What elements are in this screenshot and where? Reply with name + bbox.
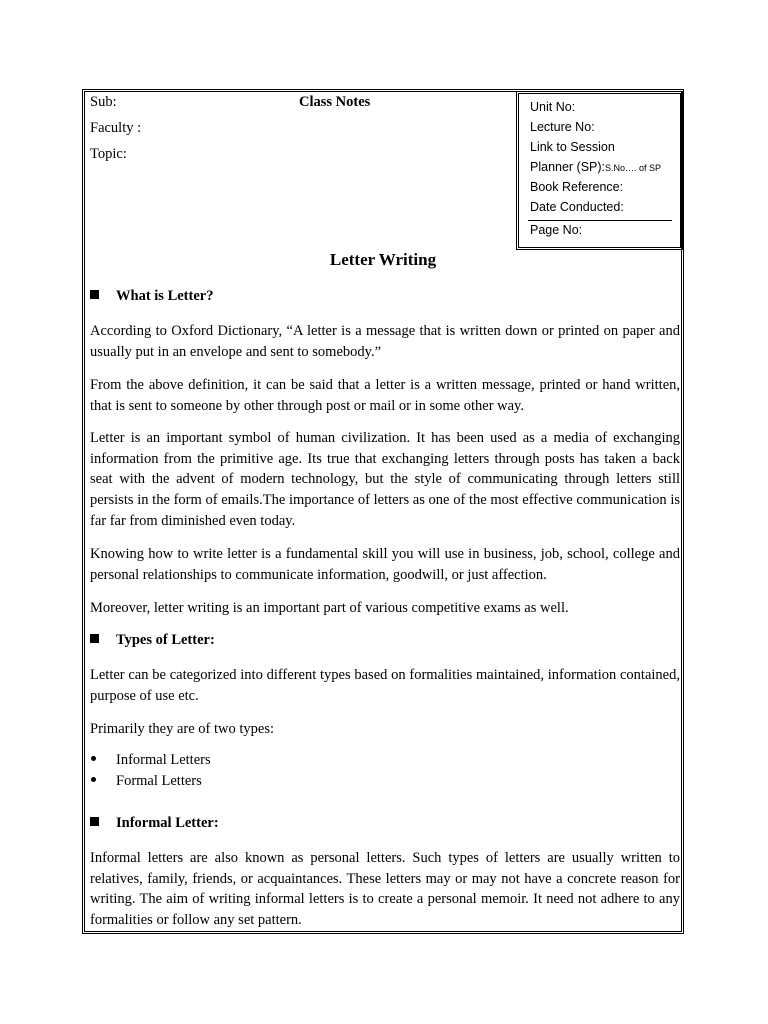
bullet-dot-icon bbox=[91, 756, 96, 761]
faculty-label: Faculty : bbox=[90, 120, 142, 136]
date-conducted-label: Date Conducted: bbox=[530, 200, 624, 214]
planner-sp-row bbox=[530, 160, 661, 174]
paragraph: From the above definition, it can be said that a letter is a written message, printed or hand written, that is sent to someone by other through post or mail or in some other way. bbox=[90, 377, 680, 414]
paragraph: Primarily they are of two types: bbox=[90, 721, 275, 737]
document-title: Letter Writing bbox=[329, 250, 437, 269]
unit-no-label: Unit No: bbox=[530, 100, 576, 114]
paragraph: Letter is an important symbol of human civilization. It has been used as a media of exchanging information from the primitive age. Its true that exchanging letters through posts has taken a back seat with the advent of modern technology, but the style of communicating through letters still persists in the form of emails.The importance of letters as one of the most effective communication is far far from diminished even today. bbox=[90, 430, 680, 529]
square-bullet-icon bbox=[90, 634, 99, 643]
square-bullet-icon bbox=[90, 817, 99, 826]
paragraph: Informal letters are also known as personal letters. Such types of letters are usually written to relatives, family, friends, or acquaintances. These letters may or may not have a concrete reason for writing. The aim of writing informal letters is to create a personal memoir. It need not adhere to any formalities or follow any set pattern. bbox=[90, 850, 680, 929]
section-heading: Types of Letter: bbox=[116, 632, 215, 648]
list-item bbox=[90, 752, 211, 769]
section-heading: What is Letter? bbox=[116, 288, 214, 304]
class-notes-heading: Class Notes bbox=[299, 94, 371, 110]
info-box-divider bbox=[528, 220, 672, 221]
paragraph: Letter can be categorized into different types based on formalities maintained, information contained, purpose of use etc. bbox=[90, 667, 680, 704]
topic-label: Topic: bbox=[90, 146, 127, 162]
paragraph: According to Oxford Dictionary, “A letter is a message that is written down or printed on paper and usually put in an envelope and sent to somebody.” bbox=[90, 323, 680, 360]
section-what-is-letter bbox=[90, 288, 213, 305]
lecture-no-label: Lecture No: bbox=[530, 120, 595, 134]
paragraph: Moreover, letter writing is an important part of various competitive exams as well. bbox=[90, 600, 569, 616]
list-item bbox=[90, 773, 202, 790]
link-to-session-label: Link to Session bbox=[530, 140, 615, 154]
planner-sp-label: Planner (SP): bbox=[530, 160, 606, 174]
list-item-text: Informal Letters bbox=[116, 752, 211, 768]
list-item-text: Formal Letters bbox=[116, 773, 202, 789]
session-info-box bbox=[516, 91, 683, 250]
bullet-dot-icon bbox=[91, 777, 96, 782]
section-types-of-letter bbox=[90, 632, 215, 649]
page-no-label: Page No: bbox=[530, 223, 583, 237]
square-bullet-icon bbox=[90, 290, 99, 299]
section-informal-letter bbox=[90, 815, 219, 832]
section-heading: Informal Letter: bbox=[116, 815, 219, 831]
sub-label: Sub: bbox=[90, 94, 117, 110]
book-reference-label: Book Reference: bbox=[530, 180, 624, 194]
paragraph: Knowing how to write letter is a fundamental skill you will use in business, job, school, college and personal relationships to communicate information, goodwill, or just affection. bbox=[90, 546, 680, 583]
planner-sp-small: S.No…. of SP bbox=[605, 163, 662, 173]
